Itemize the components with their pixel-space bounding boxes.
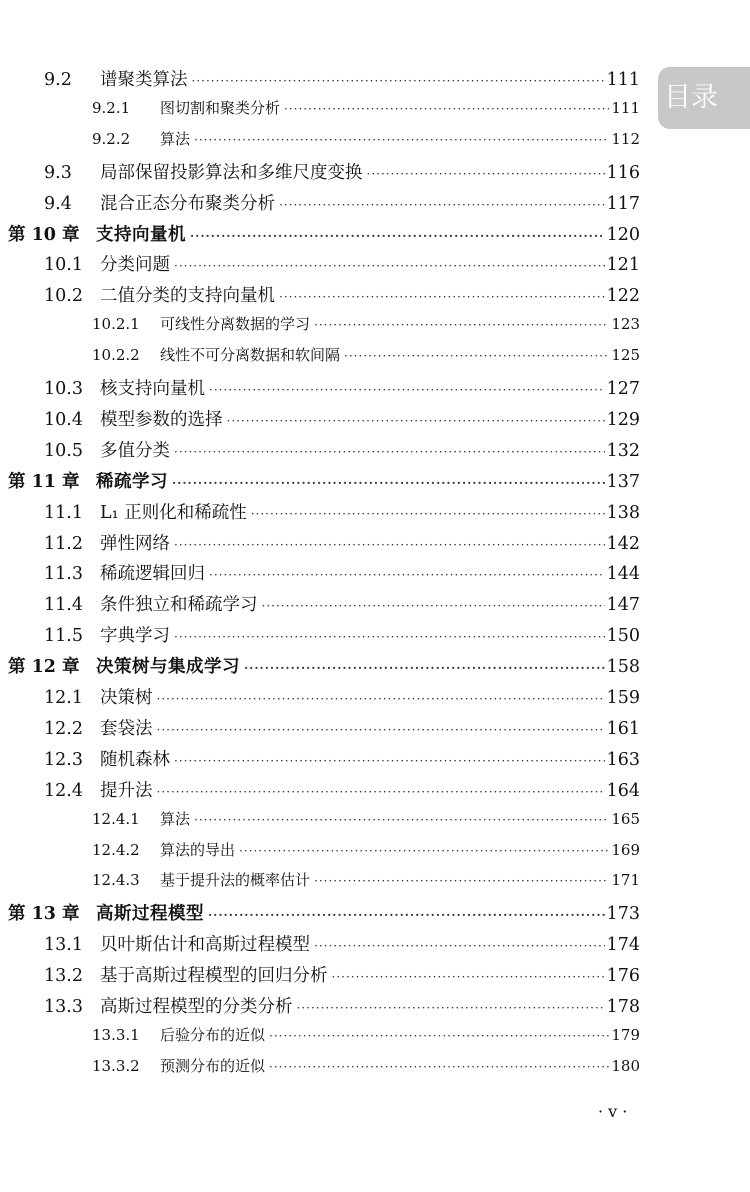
leader-dots [174, 630, 605, 644]
toc-title: L₁ 正则化和稀疏性 [100, 502, 247, 523]
toc-page: 144 [606, 564, 640, 585]
toc-page: 112 [611, 129, 640, 148]
leader-dots [174, 754, 605, 768]
leader-dots [284, 102, 609, 116]
toc-number: 13.2 [44, 966, 83, 987]
toc-number: 12.4.1 [92, 809, 140, 828]
toc-number: 10.2.2 [92, 346, 140, 365]
leader-dots [239, 844, 609, 858]
toc-number: 12.1 [44, 688, 83, 708]
toc-number: 10.3 [44, 379, 83, 399]
toc-number: 13.3 [44, 997, 83, 1017]
leader-dots [314, 939, 605, 953]
toc-number: 13.3.1 [92, 1025, 140, 1044]
toc-page: 163 [606, 749, 640, 770]
toc-page: 159 [606, 688, 640, 708]
toc-page: 171 [611, 871, 640, 890]
toc-chapter [8, 468, 640, 493]
toc-section [44, 560, 640, 585]
leader-dots [279, 198, 605, 212]
toc-number: 9.3 [44, 162, 72, 183]
leader-dots [209, 568, 605, 582]
toc-section [44, 190, 640, 215]
toc-number: 11.1 [44, 502, 83, 523]
leader-dots [172, 476, 605, 490]
leader-dots [367, 167, 605, 181]
toc-title: 多值分类 [100, 440, 170, 461]
toc-title: 算法 [160, 129, 191, 148]
toc-page: 127 [606, 379, 640, 399]
toc-subsection [92, 808, 640, 829]
toc-chapter [8, 900, 640, 925]
toc-page: 180 [611, 1056, 640, 1075]
toc-title: 稀疏逻辑回归 [100, 564, 205, 585]
toc-title: 二值分类的支持向量机 [100, 286, 275, 307]
leader-dots [157, 723, 605, 737]
toc-number: 12.3 [44, 749, 83, 770]
toc-section [44, 406, 640, 431]
toc-section [44, 282, 640, 307]
toc-title: 分类问题 [100, 255, 170, 276]
toc-number: 10.2.1 [92, 315, 140, 334]
leader-dots [244, 661, 605, 675]
toc-number: 11.2 [44, 533, 83, 554]
toc-title: 字典学习 [100, 626, 170, 647]
leader-dots [314, 318, 609, 332]
toc-number: 9.2.1 [92, 98, 131, 117]
toc-section [44, 777, 640, 802]
toc-number: 10.2 [44, 286, 83, 307]
toc-page: 123 [611, 315, 640, 334]
toc-page: 165 [611, 809, 640, 828]
toc-title: 混合正态分布聚类分析 [100, 193, 275, 214]
toc-section [44, 159, 640, 184]
toc-number: 12.4.3 [92, 871, 140, 890]
toc-title: 弹性网络 [100, 533, 170, 554]
toc-title: 基于提升法的概率估计 [160, 871, 311, 890]
toc-title: 条件独立和稀疏学习 [100, 595, 258, 616]
toc-page: 138 [606, 502, 640, 523]
toc-title: 谱聚类算法 [100, 70, 188, 90]
leader-dots [209, 383, 605, 397]
toc-page: 120 [606, 224, 640, 245]
toc-section [44, 66, 640, 91]
leader-dots [174, 259, 605, 273]
toc-title: 算法 [160, 809, 191, 828]
toc-page: 125 [611, 346, 640, 365]
toc-page: 173 [606, 904, 640, 925]
toc-title: 提升法 [100, 780, 153, 801]
toc-page: 147 [606, 595, 640, 616]
contents-tab: 目录 [658, 67, 750, 129]
toc-page: 174 [606, 935, 640, 956]
toc-number: 9.4 [44, 193, 72, 214]
toc-page: 158 [606, 657, 640, 678]
leader-dots [157, 692, 605, 706]
toc-section [44, 715, 640, 740]
toc-title: 预测分布的近似 [160, 1056, 266, 1075]
toc-number: 11.3 [44, 564, 83, 585]
toc-number: 13.1 [44, 935, 83, 956]
page-number: · v · [598, 1102, 628, 1121]
toc-title: 决策树与集成学习 [96, 657, 240, 678]
toc-number: 11.5 [44, 626, 83, 647]
toc-number: 11.4 [44, 595, 83, 616]
toc-title: 算法的导出 [160, 840, 236, 859]
toc-number: 10.4 [44, 409, 83, 430]
toc-title: 高斯过程模型 [96, 904, 204, 925]
toc-page: 116 [606, 162, 640, 183]
toc-section [44, 622, 640, 647]
leader-dots [314, 874, 609, 888]
leader-dots [269, 1029, 609, 1043]
toc-subsection [92, 313, 640, 334]
toc-title: 随机森林 [100, 749, 170, 770]
toc-title: 图切割和聚类分析 [160, 98, 281, 117]
toc-section [44, 591, 640, 616]
leader-dots [194, 133, 609, 147]
leader-dots [262, 599, 605, 613]
toc-title: 贝叶斯估计和高斯过程模型 [100, 935, 310, 956]
toc-title: 线性不可分离数据和软间隔 [160, 346, 341, 365]
toc-page: 122 [606, 286, 640, 307]
toc-subsection [92, 1024, 640, 1045]
toc-subsection [92, 869, 640, 890]
toc-section [44, 746, 640, 771]
leader-dots [251, 507, 605, 521]
toc-page: 137 [606, 471, 640, 492]
leader-dots [174, 445, 605, 459]
toc-title: 套袋法 [100, 718, 153, 739]
toc-section [44, 962, 640, 987]
toc-number: 9.2.2 [92, 129, 131, 148]
toc-number: 10.5 [44, 440, 83, 461]
toc-subsection [92, 97, 640, 118]
leader-dots [332, 970, 605, 984]
leader-dots [208, 908, 605, 922]
leader-dots [297, 1001, 605, 1015]
toc-page: 117 [606, 193, 640, 214]
toc-page: 111 [611, 98, 640, 117]
toc-number: 第 11 章 [8, 471, 80, 492]
toc-title: 局部保留投影算法和多维尺度变换 [100, 162, 363, 183]
leader-dots [157, 785, 605, 799]
toc-page: 121 [606, 255, 640, 276]
toc-title: 高斯过程模型的分类分析 [100, 997, 293, 1017]
toc-title: 后验分布的近似 [160, 1025, 266, 1044]
toc-page: 179 [611, 1025, 640, 1044]
toc-chapter [8, 653, 640, 678]
toc-title: 可线性分离数据的学习 [160, 315, 311, 334]
toc-section [44, 437, 640, 462]
toc-title: 稀疏学习 [96, 471, 168, 492]
toc-subsection [92, 839, 640, 860]
toc-section [44, 931, 640, 956]
toc-number: 13.3.2 [92, 1056, 140, 1075]
toc-page: 142 [606, 533, 640, 554]
toc-subsection [92, 1055, 640, 1076]
toc-number: 第 10 章 [8, 224, 80, 245]
toc-subsection [92, 344, 640, 365]
leader-dots [192, 74, 605, 88]
toc-number: 9.2 [44, 70, 72, 90]
toc-page: 129 [606, 409, 640, 430]
toc-page: 150 [606, 626, 640, 647]
toc-page: 164 [606, 780, 640, 801]
toc-section [44, 251, 640, 276]
leader-dots [269, 1060, 609, 1074]
leader-dots [190, 229, 605, 243]
toc-chapter [8, 221, 640, 246]
toc-section [44, 684, 640, 709]
toc-subsection [92, 128, 640, 149]
leader-dots [227, 414, 605, 428]
toc-title: 支持向量机 [96, 224, 186, 245]
toc-title: 模型参数的选择 [100, 409, 223, 430]
toc-page: 169 [611, 840, 640, 859]
toc-title: 决策树 [100, 688, 153, 708]
toc-number: 10.1 [44, 255, 83, 276]
toc-number: 12.2 [44, 718, 83, 739]
toc-number: 12.4.2 [92, 840, 140, 859]
toc-section [44, 530, 640, 555]
toc-section [44, 375, 640, 400]
leader-dots [279, 290, 605, 304]
toc-title: 基于高斯过程模型的回归分析 [100, 966, 328, 987]
toc-number: 12.4 [44, 780, 83, 801]
toc-page: 176 [606, 966, 640, 987]
leader-dots [174, 538, 605, 552]
toc-page: 132 [606, 440, 640, 461]
toc-page: 178 [606, 997, 640, 1017]
toc-number: 第 13 章 [8, 904, 80, 925]
toc-title: 核支持向量机 [100, 379, 205, 399]
toc-section [44, 499, 640, 524]
toc-page: 111 [606, 70, 640, 90]
toc-section [44, 993, 640, 1018]
toc-page: 161 [606, 718, 640, 739]
toc-number: 第 12 章 [8, 657, 80, 678]
leader-dots [194, 813, 609, 827]
leader-dots [344, 349, 609, 363]
